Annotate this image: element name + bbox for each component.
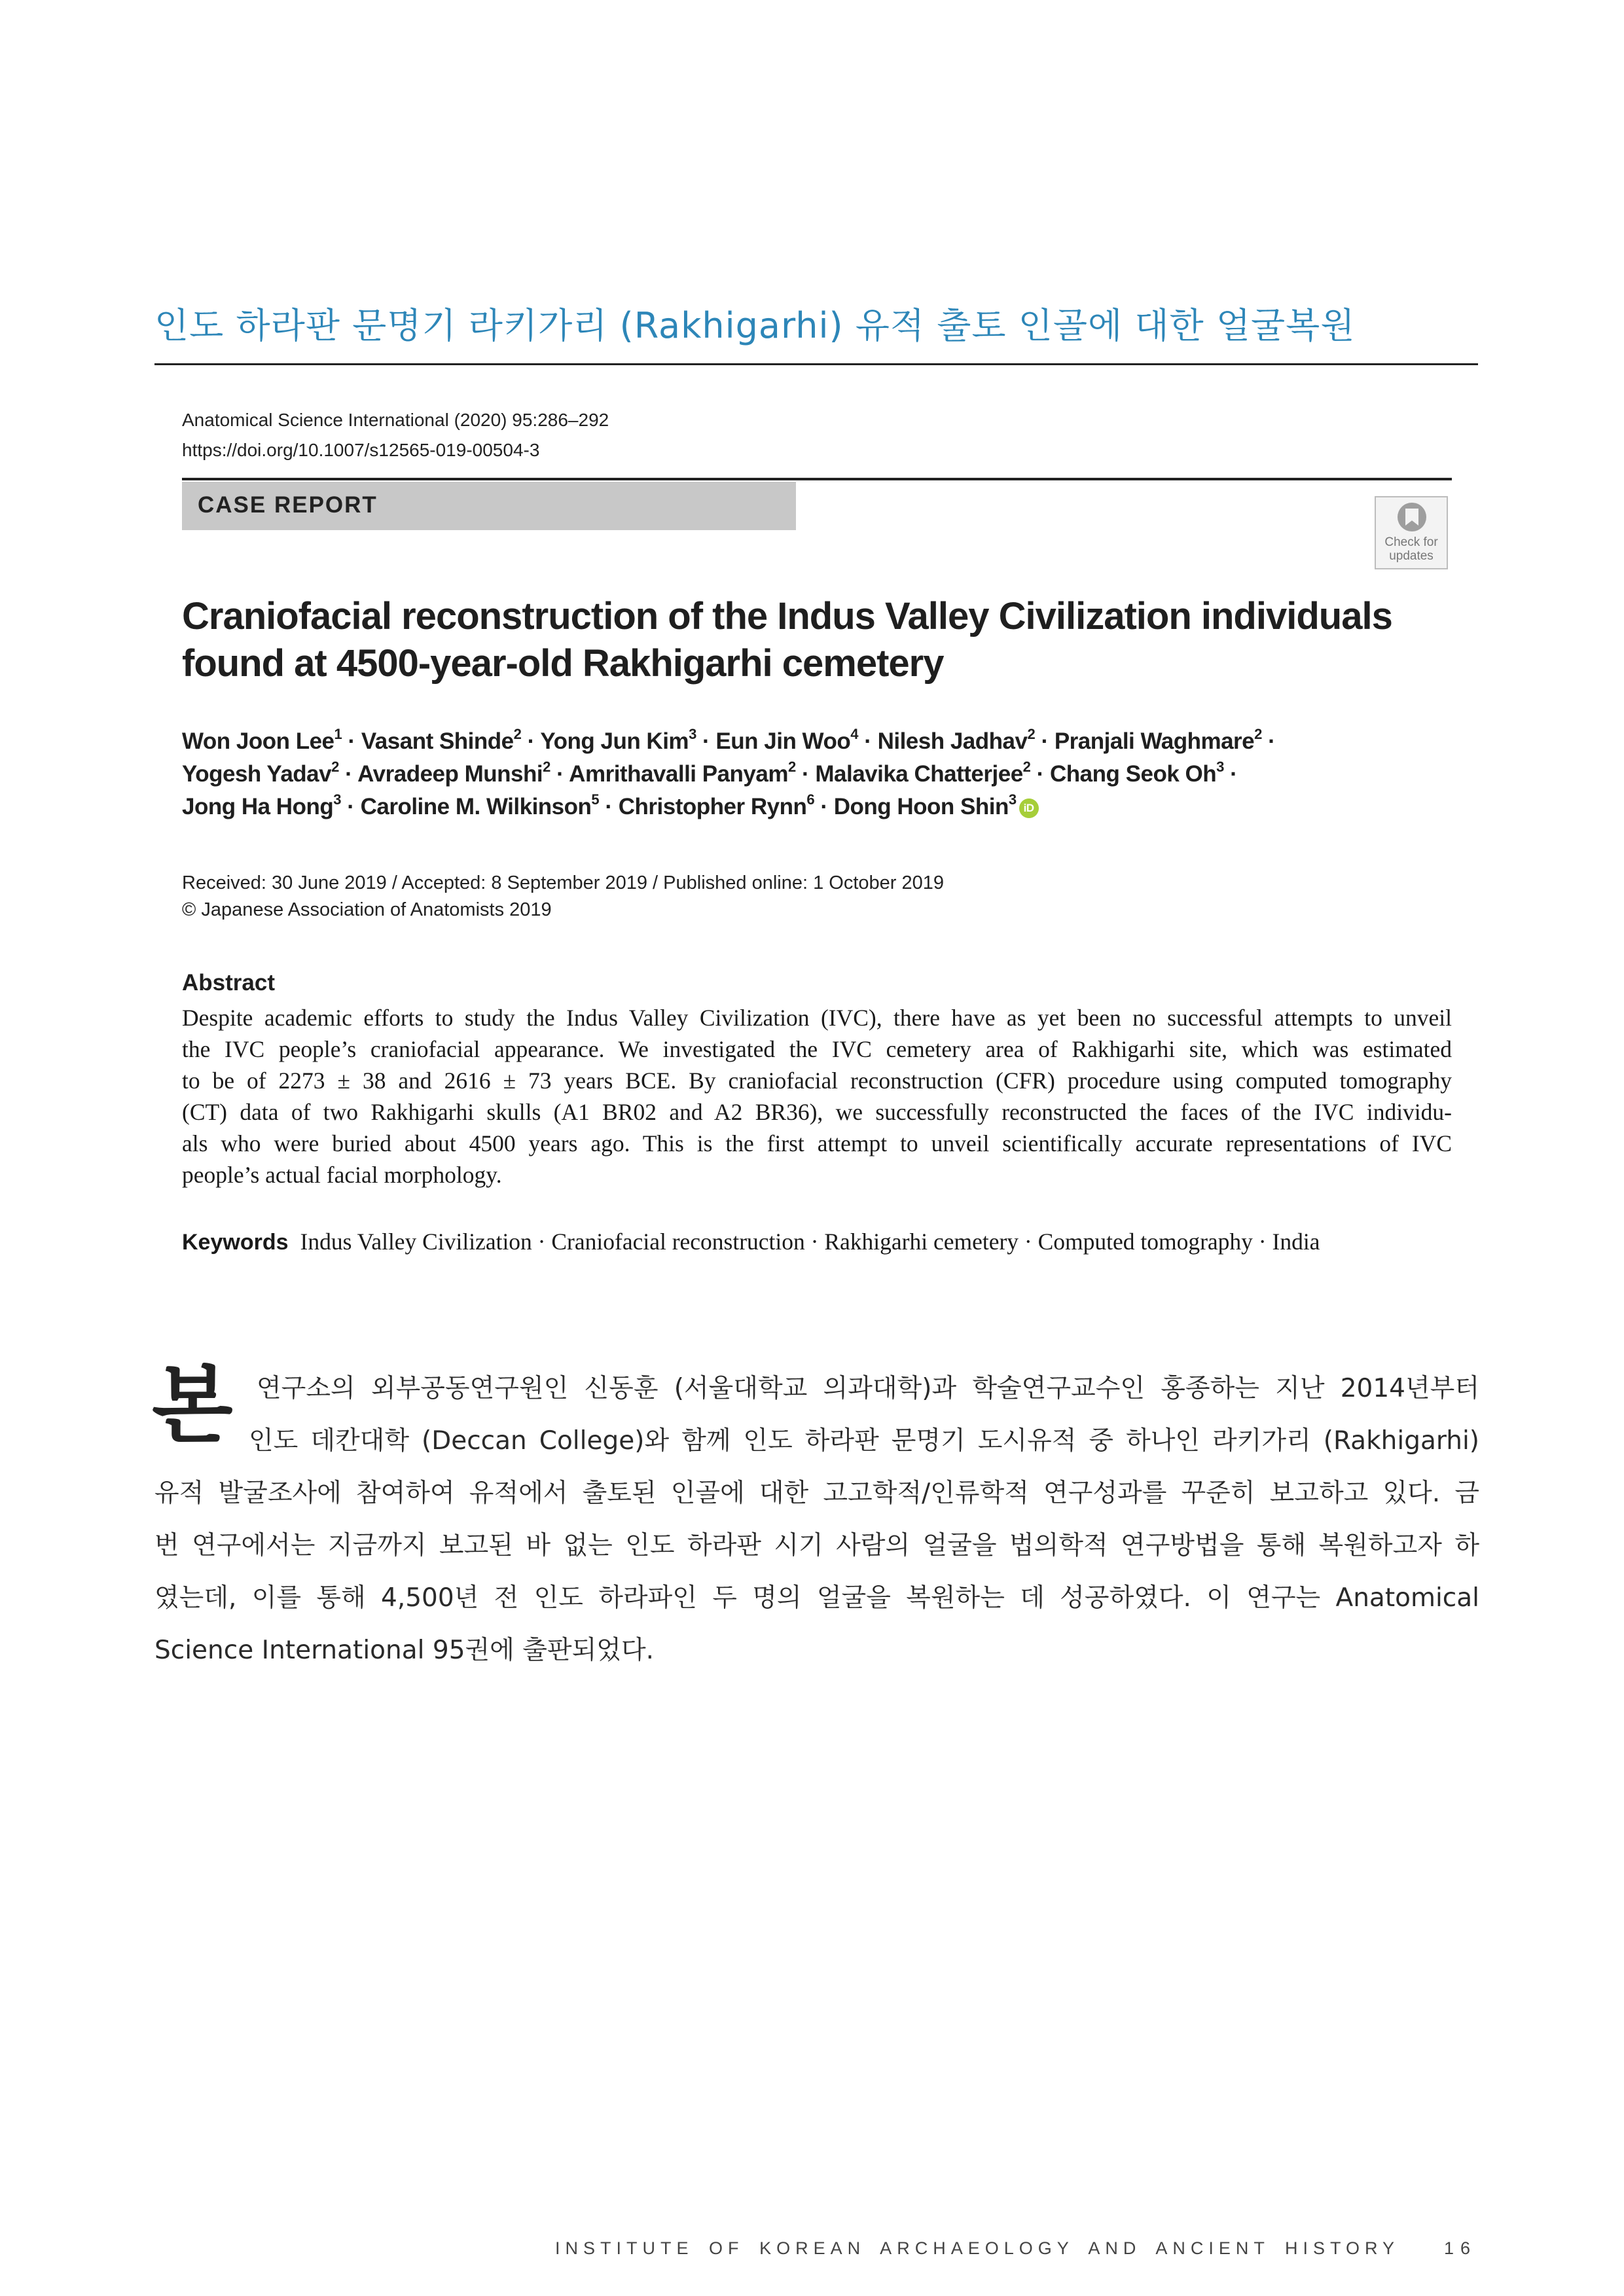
affiliation-mark: 2	[331, 759, 339, 776]
article-category: CASE REPORT	[198, 492, 378, 518]
abstract-body	[182, 1002, 1452, 1191]
author-name: Pranjali Waghmare	[1054, 728, 1255, 754]
korean-line: 연구소의 외부공동연구원인 신동훈 (서울대학교 의과대학)과 학술연구교수인 홍종하는 지난 2014년부터	[257, 1374, 1479, 1403]
paper-title-line: found at 4500-year-old Rakhigarhi cemetery	[182, 642, 944, 685]
author-name: Nilesh Jadhav	[877, 728, 1028, 754]
affiliation-mark: 5	[591, 791, 600, 808]
footer-institute: INSTITUTE OF KOREAN ARCHAEOLOGY AND ANCIENT HISTORY	[555, 2238, 1399, 2258]
abstract-line: people’s actual facial morphology.	[182, 1162, 502, 1188]
doi-link[interactable]: https://doi.org/10.1007/s12565-019-00504-3	[182, 440, 540, 460]
author-name: Jong Ha Hong	[182, 794, 334, 819]
author-name: Caroline M. Wilkinson	[360, 794, 592, 819]
author-name: Eun Jin Woo	[715, 728, 851, 754]
author-name: Yogesh Yadav	[182, 761, 332, 787]
copyright-notice: © Japanese Association of Anatomists 2019	[182, 899, 552, 920]
affiliation-mark: 6	[806, 791, 815, 808]
author-name: Vasant Shinde	[361, 728, 514, 754]
keywords-label: Keywords	[182, 1230, 289, 1255]
affiliation-mark: 2	[543, 759, 550, 776]
badge-label-line: Check for	[1384, 535, 1438, 549]
paper-title	[182, 593, 1426, 687]
affiliation-mark: 2	[1022, 759, 1031, 776]
affiliation-mark: 2	[1254, 726, 1262, 743]
author-name: Amrithavalli Panyam	[569, 761, 788, 787]
author-name: Chang Seok Oh	[1050, 761, 1217, 787]
author-row: Won Joon Lee$^1$ · Vasant Shinde$^2$ · Yong Jun Kim$^3$ · Eun Jin Woo$^4$ · Nilesh Jadhav$^2$ · Pranjali Waghmare$^2$ ·	[182, 726, 1276, 754]
author-name: Malavika Chatterjee	[815, 761, 1023, 787]
abstract-line: als who were buried about 4500 years ago. This is the first attempt to unveil scientifically accurate representations of IVC	[182, 1130, 1452, 1157]
abstract-line: Despite academic efforts to study the Indus Valley Civilization (IVC), there have as yet been no successful attempts to unveil	[182, 1005, 1452, 1031]
affiliation-mark: 3	[1008, 791, 1017, 808]
page-number: 16	[1444, 2238, 1477, 2258]
author-row: Yogesh Yadav$^2$ · Avradeep Munshi$^2$ · Amrithavalli Panyam$^2$ · Malavika Chatterjee$^2$ · Chang Seok $Oh^3$ ·	[182, 759, 1238, 787]
affiliation-mark: 2	[1027, 726, 1036, 743]
author-name: Won Joon Lee	[182, 728, 334, 754]
keywords-list: Indus Valley Civilization · Craniofacial reconstruction · Rakhigarhi cemetery · Computed tomography · India	[300, 1229, 1320, 1255]
orcid-icon[interactable]: iD	[1019, 798, 1039, 818]
affiliation-mark: 3	[689, 726, 696, 743]
author-row: Jong Ha Hong$^3$ · Caroline M. Wilkinson$^5$ · Christopher Rynn$^6$ · Dong Hoon Shin$^3$ iD	[182, 791, 1465, 823]
korean-line: 유적 발굴조사에 참여하여 유적에서 출토된 인골에 대한 고고학적/인류학적 연구성과를 꾸준히 보고하고 있다. 금	[154, 1479, 1479, 1508]
korean-line: 번 연구에서는 지금까지 보고된 바 없는 인도 하라판 시기 사람의 얼굴을 법의학적 연구방법을 통해 복원하고자 하	[154, 1531, 1479, 1560]
drop-cap: 본	[152, 1357, 233, 1454]
affiliation-mark: 3	[1216, 759, 1224, 776]
abstract-line: to be of 2273 ± 38 and 2616 ± 73 years BCE. By craniofacial reconstruction (CFR) procedure using computed tomography	[182, 1067, 1452, 1094]
author-name: Yong Jun Kim	[540, 728, 689, 754]
affiliation-mark: 2	[513, 726, 522, 743]
korean-article-title: 인도 하라판 문명기 라키가리 (Rakhigarhi) 유적 출토 인골에 대한 얼굴복원	[154, 305, 1356, 346]
title-divider	[154, 363, 1478, 365]
journal-divider	[182, 478, 1452, 480]
badge-label-line: updates	[1389, 549, 1434, 563]
badge-label	[1376, 535, 1447, 563]
abstract-heading: Abstract	[182, 970, 275, 996]
affiliation-mark: 4	[850, 726, 858, 743]
journal-citation: Anatomical Science International (2020) 95:286–292	[182, 410, 609, 430]
author-name: Dong Hoon Shin	[833, 794, 1009, 819]
abstract-line: (CT) data of two Rakhigarhi skulls (A1 BR02 and A2 BR36), we successfully reconstructed the faces of the IVC individu-	[182, 1099, 1452, 1125]
affiliation-mark: 2	[787, 759, 796, 776]
paper-title-line: Craniofacial reconstruction of the Indus Valley Civilization individuals	[182, 595, 1392, 637]
affiliation-mark: 1	[334, 726, 342, 743]
keywords	[182, 1228, 1320, 1255]
publication-dates: Received: 30 June 2019 / Accepted: 8 September 2019 / Published online: 1 October 2019	[182, 872, 945, 893]
author-name: Christopher Rynn	[618, 794, 807, 819]
abstract-line: the IVC people’s craniofacial appearance. We investigated the IVC cemetery area of Rakhigarhi site, which was estimated	[182, 1036, 1452, 1062]
korean-line: 인도 데칸대학 (Deccan College)와 함께 인도 하라판 문명기 도시유적 중 하나인 라키가리 (Rakhigarhi)	[249, 1426, 1479, 1456]
korean-line: Science International 95권에 출판되었다.	[154, 1636, 655, 1665]
korean-line: 였는데, 이를 통해 4,500년 전 인도 하라파인 두 명의 얼굴을 복원하는 데 성공하였다. 이 연구는 Anatomical	[154, 1583, 1479, 1613]
bookmark-icon	[1398, 503, 1426, 531]
check-for-updates-badge[interactable]	[1375, 496, 1448, 569]
affiliation-mark: 3	[333, 791, 341, 808]
author-list	[182, 725, 1465, 823]
author-name: Avradeep Munshi	[357, 761, 543, 787]
